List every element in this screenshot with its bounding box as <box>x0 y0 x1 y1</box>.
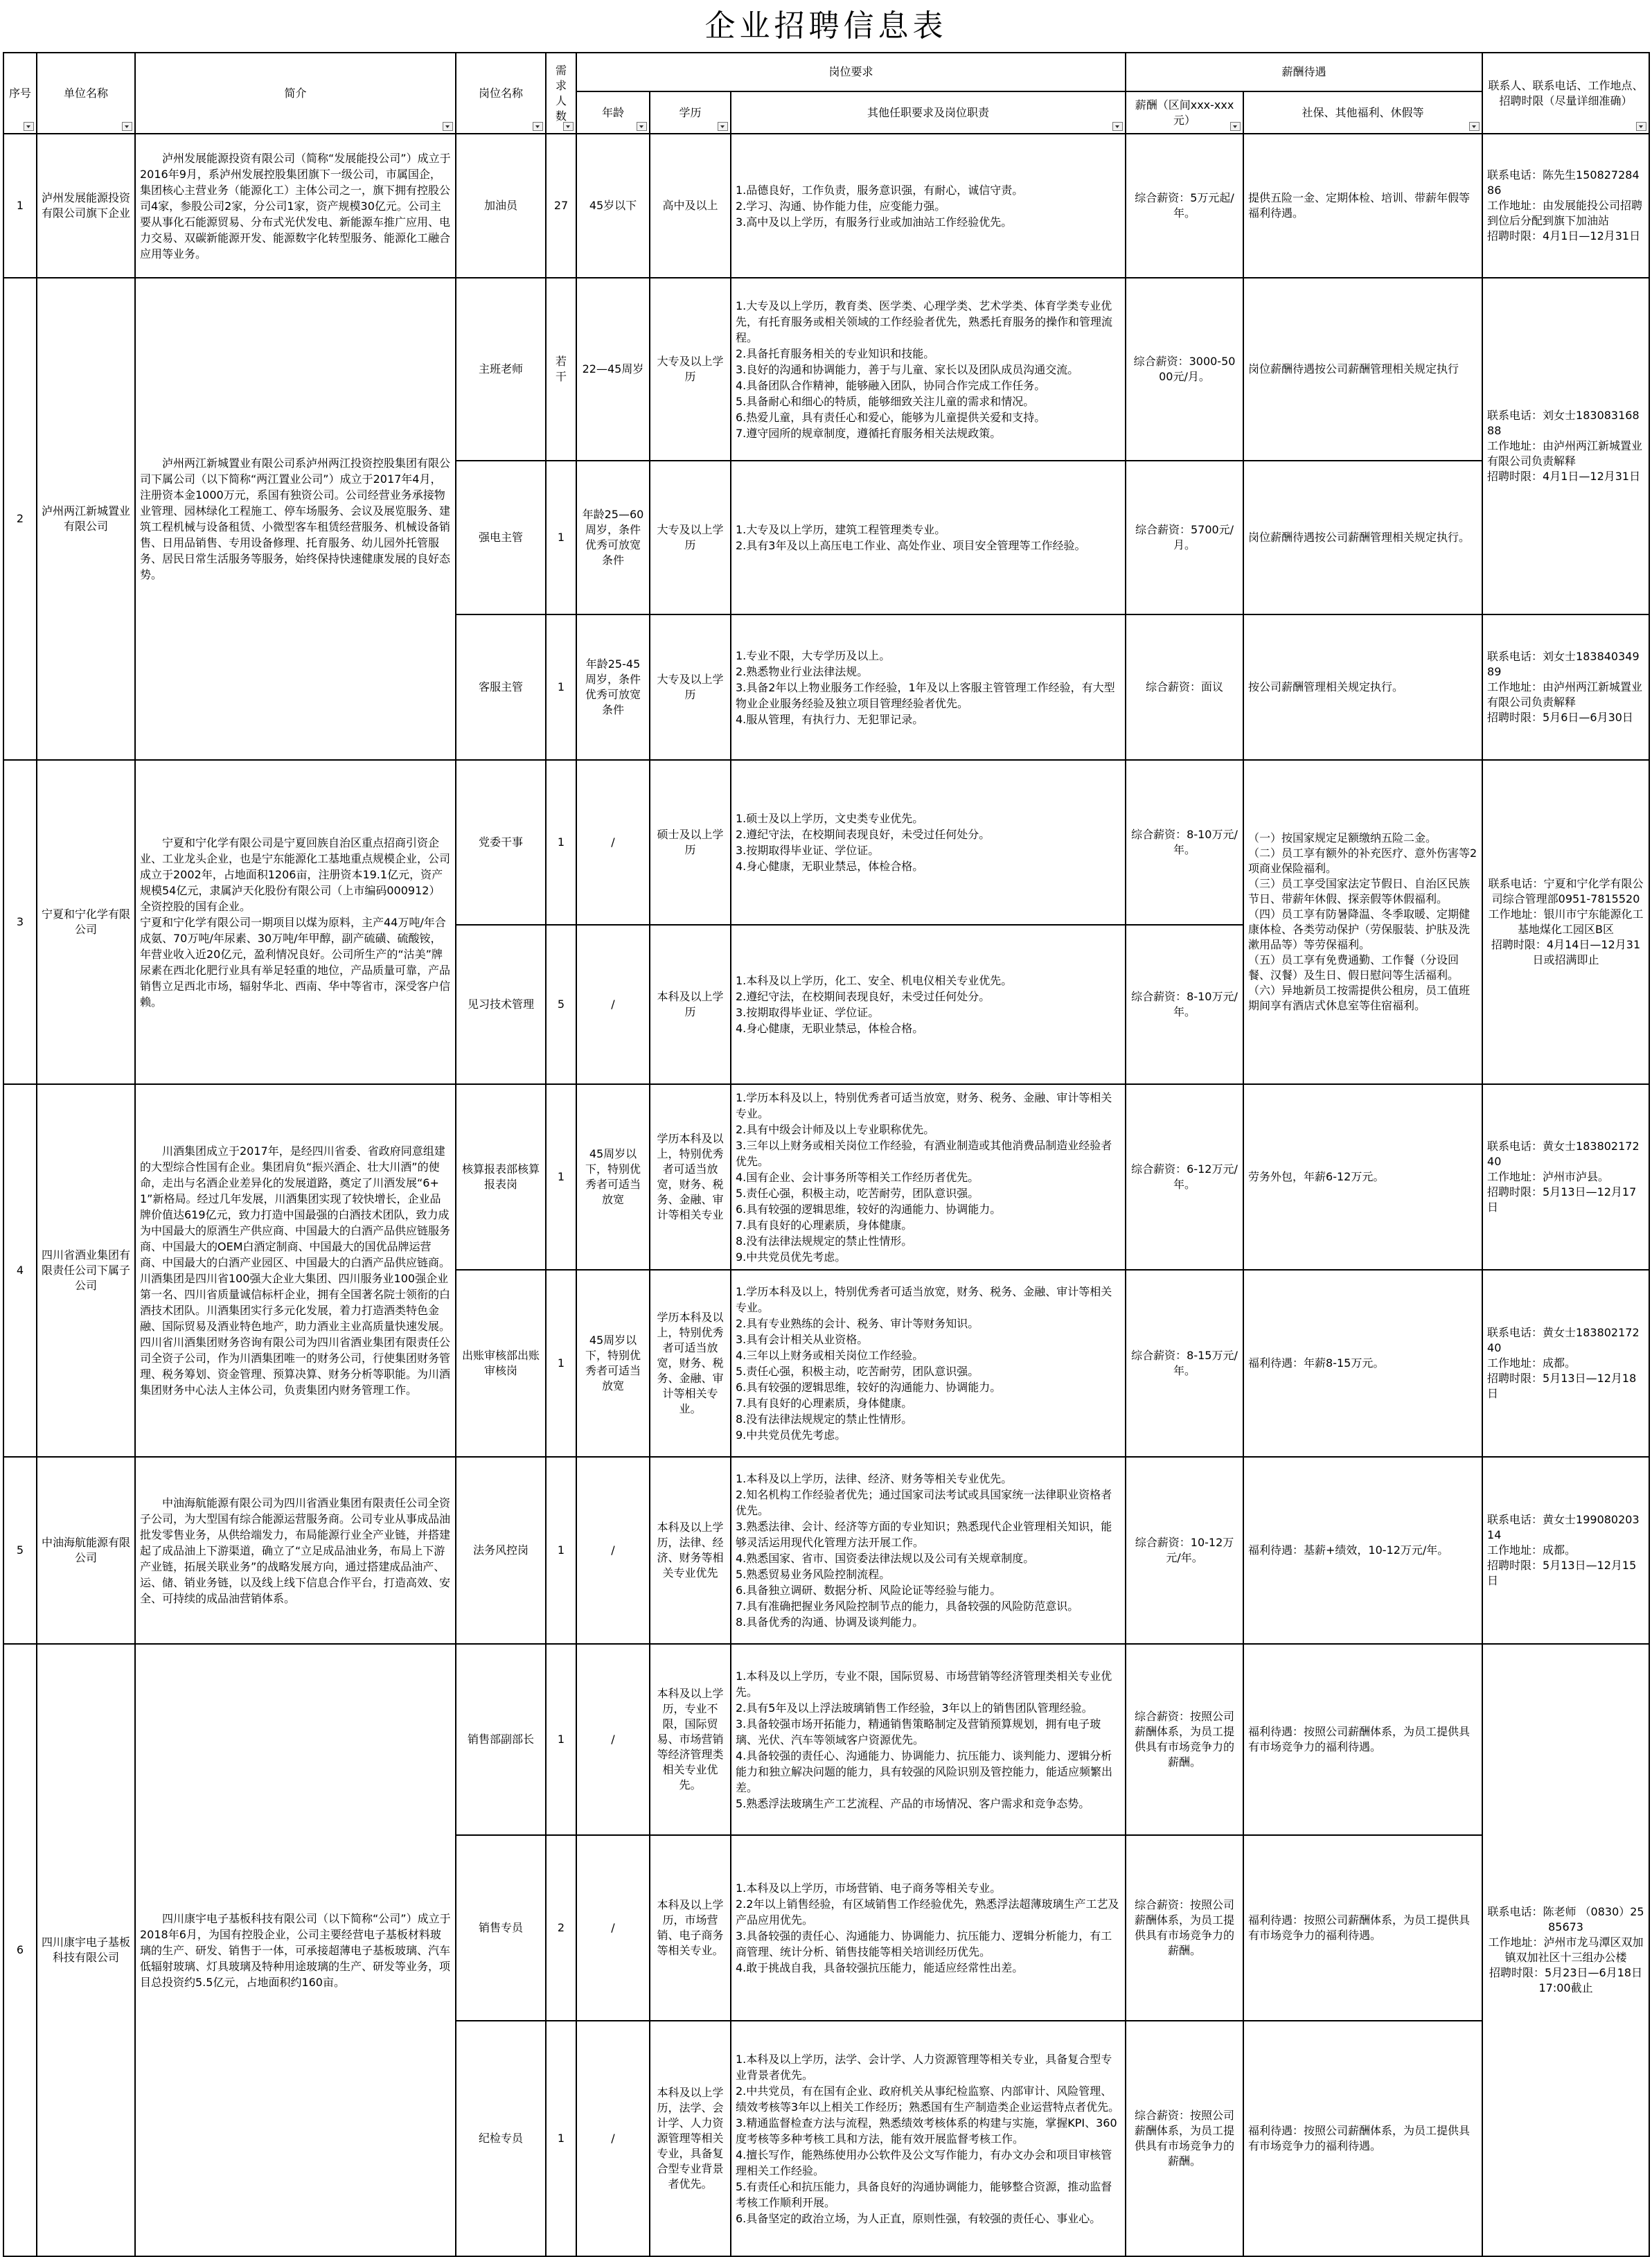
cell-headcount: 5 <box>546 925 576 1084</box>
requirement-line: 7.具有良好的心理素质，身体健康。 <box>736 1397 913 1410</box>
requirement-line: 5.责任心强，积极主动，吃苦耐劳，团队意识强。 <box>736 1365 979 1378</box>
table-row <box>3 1644 1649 1835</box>
requirement-line: 5.熟悉浮法玻璃生产工艺流程、产品的市场情况、客户需求和竞争态势。 <box>736 1796 1090 1810</box>
requirement-line: 7.具有准确把握业务风险控制节点的能力，具备较强的风险防范意识。 <box>736 1600 1079 1613</box>
filter-icon[interactable] <box>1112 122 1123 131</box>
cell-benefits: 岗位薪酬待遇按公司薪酬管理相关规定执行 <box>1243 278 1482 461</box>
cell-headcount: 1 <box>546 1457 576 1644</box>
filter-icon[interactable] <box>563 122 574 131</box>
requirement-line: 5.具备耐心和细心的特质，能够细致关注儿童的需求和情况。 <box>736 394 1035 408</box>
requirement-line: 3.高中及以上学历，有服务行业或加油站工作经验优先。 <box>736 215 1013 229</box>
cell-education: 本科及以上学历，市场营销、电子商务等相关专业。 <box>650 1835 731 2021</box>
cell-intro: 中油海航能源有限公司为四川省酒业集团有限责任公司全资子公司，为大型国有综合能源运营服务商。公司专业从事成品油批发零售业务，从供给端发力，布局能源行业全产业链，并搭建起了成品油上下游渠道，确立了“立足成品油业务，布局上下游产业链，拓展关联业务”的战略发展方向，通过搭建成品油产、运、储、销业务链，以及线上线下信息合作平台，打造高效、安全、可持续的成品油营销体系。 <box>135 1457 456 1644</box>
cell-age: / <box>576 925 650 1084</box>
requirement-line: 1.品德良好，工作负责，服务意识强，有耐心，诚信守责。 <box>736 183 1024 197</box>
cell-education: 学历本科及以上，特别优秀者可适当放宽，财务、税务、金融、审计等相关专业。 <box>650 1270 731 1457</box>
cell-benefits: （一）按国家规定足额缴纳五险二金。 （二）员工享有额外的补充医疗、意外伤害等2项商业保险福利。 （三）员工享受国家法定节假日、自治区民族节日、带薪年休假、探亲假等休假福利。 （四）员工享有防暑降温、冬季取暖、定期健康体检、各类劳动保护（劳保服装、护肤及洗漱用品等）等劳保福利。 （五）员工享有免费通勤、工作餐（分设回餐、汉餐）及生日、假日慰问等生活福利。 （六）异地新员工按需提供公租房，员工值班期间享有酒店式休息室等住宿福利。 <box>1243 760 1482 1084</box>
cell-seq: 1 <box>3 134 37 278</box>
cell-salary: 综合薪资：按照公司薪酬体系，为员工提供具有市场竞争力的薪酬。 <box>1126 1644 1243 1835</box>
table-row <box>3 1457 1649 1644</box>
header-intro[interactable]: 简介 <box>135 53 456 134</box>
cell-age: 年龄25-45周岁，条件优秀可放宽条件 <box>576 614 650 760</box>
requirement-line: 3.熟悉法律、会计、经济等方面的专业知识；熟悉现代企业管理相关知识，能够灵活运用现代化管理方法开展工作。 <box>736 1520 1112 1549</box>
requirement-line: 1.本科及以上学历，法律、经济、财务等相关专业优先。 <box>736 1472 1013 1485</box>
cell-age: / <box>576 1835 650 2021</box>
requirement-line: 3.具备2年以上物业服务工作经验，1年及以上客服主管管理工作经验，有大型物业企业服务经验及独立项目管理经验者优先。 <box>736 680 1115 710</box>
requirement-line: 1.本科及以上学历，专业不限，国际贸易、市场营销等经济管理类相关专业优先。 <box>736 1669 1112 1699</box>
cell-position: 纪检专员 <box>456 2021 546 2256</box>
cell-company: 宁夏和宁化学有限公司 <box>37 760 135 1084</box>
cell-headcount: 1 <box>546 1270 576 1457</box>
cell-intro: 泸州两江新城置业有限公司系泸州两江投资控股集团有限公司下属公司（以下简称“两江置业公司”）成立于2017年4月，注册资本金1000万元，系国有独资公司。公司经营业务承接物业管理、园林绿化工程施工、停车场服务、会议及展览服务、建筑工程机械与设备租赁、小微型客车租赁经营服务、机械设备销售、日用品销售、专用设备修理、托育服务、幼儿园外托管服务、居民日常生活服务等服务，始终保持快速健康发展的良好态势。 <box>135 278 456 760</box>
cell-company: 四川省酒业集团有限责任公司下属子公司 <box>37 1084 135 1457</box>
requirement-line: 1.学历本科及以上，特别优秀者可适当放宽，财务、税务、金融、审计等相关专业。 <box>736 1090 1112 1120</box>
table-row <box>3 134 1649 278</box>
cell-position: 客服主管 <box>456 614 546 760</box>
cell-salary: 综合薪资：3000-5000元/月。 <box>1126 278 1243 461</box>
table-body <box>3 134 1649 2256</box>
requirement-line: 1.大专及以上学历，建筑工程管理类专业。 <box>736 523 946 536</box>
cell-other <box>731 1270 1126 1457</box>
cell-salary: 综合薪资：5700元/月。 <box>1126 461 1243 614</box>
cell-position: 法务风控岗 <box>456 1457 546 1644</box>
cell-company: 中油海航能源有限公司 <box>37 1457 135 1644</box>
requirement-line: 6.热爱儿童，具有责任心和爱心，能够为儿童提供关爱和支持。 <box>736 410 1046 424</box>
cell-position: 见习技术管理 <box>456 925 546 1084</box>
cell-other <box>731 134 1126 278</box>
cell-headcount: 2 <box>546 1835 576 2021</box>
requirement-line: 2.具有专业熟练的会计、税务、审计等财务知识。 <box>736 1317 979 1330</box>
cell-seq: 6 <box>3 1644 37 2256</box>
cell-education: 硕士及以上学历 <box>650 760 731 925</box>
filter-icon[interactable] <box>24 122 34 131</box>
cell-other <box>731 2021 1126 2256</box>
cell-other <box>731 1644 1126 1835</box>
requirement-line: 3.精通监督检查方法与流程，熟悉绩效考核体系的构建与实施，掌握KPI、360度考核等多种考核工具和方法，能有效开展监督考核工作。 <box>736 2116 1117 2145</box>
recruitment-table <box>3 52 1650 2257</box>
cell-benefits: 劳务外包，年薪6-12万元。 <box>1243 1084 1482 1270</box>
requirement-line: 7.具有良好的心理素质，身体健康。 <box>736 1218 913 1232</box>
requirement-line: 6.具备坚定的政治立场，为人正直，原则性强，有较强的责任心、事业心。 <box>736 2211 1101 2225</box>
cell-contact: 联系电话：黄女士19908020314 工作地址：成都。 招聘时限：5月13日—12月15日 <box>1482 1457 1649 1644</box>
filter-icon[interactable] <box>637 122 647 131</box>
cell-headcount: 1 <box>546 614 576 760</box>
requirement-line: 6.具有较强的逻辑思维，较好的沟通能力、协调能力。 <box>736 1381 1002 1394</box>
requirement-line: 1.专业不限，大专学历及以上。 <box>736 648 891 662</box>
requirement-line: 4.敢于挑战自我，具备较强抗压能力，能适应经常性出差。 <box>736 1961 1024 1974</box>
cell-education: 大专及以上学历 <box>650 461 731 614</box>
cell-headcount: 1 <box>546 461 576 614</box>
cell-position: 出账审核部出账审核岗 <box>456 1270 546 1457</box>
cell-benefits: 福利待遇：按照公司薪酬体系，为员工提供具有市场竞争力的福利待遇。 <box>1243 2021 1482 2256</box>
cell-contact: 联系电话：刘女士18384034989 工作地址：由泸州两江新城置业有限公司负责解释 招聘时限：5月6日—6月30日 <box>1482 614 1649 760</box>
cell-company: 泸州发展能源投资有限公司旗下企业 <box>37 134 135 278</box>
cell-salary: 综合薪资：8-10万元/年。 <box>1126 760 1243 925</box>
cell-seq: 4 <box>3 1084 37 1457</box>
cell-company: 四川康宇电子基板科技有限公司 <box>37 1644 135 2256</box>
requirement-line: 1.本科及以上学历，市场营销、电子商务等相关专业。 <box>736 1882 1002 1895</box>
cell-salary: 综合薪资：8-10万元/年。 <box>1126 925 1243 1084</box>
cell-age: 45周岁以下，特别优秀者可适当放宽 <box>576 1270 650 1457</box>
requirement-line: 9.中共党员优先考虑。 <box>736 1428 846 1442</box>
cell-salary: 综合薪资：按照公司薪酬体系，为员工提供具有市场竞争力的薪酬。 <box>1126 1835 1243 2021</box>
filter-icon[interactable] <box>443 122 453 131</box>
cell-age: / <box>576 2021 650 2256</box>
cell-intro: 泸州发展能源投资有限公司（简称“发展能投公司”）成立于2016年9月，系泸州发展控股集团旗下一级公司，市属国企，集团核心主营业务（能源化工）主体公司之一，旗下拥有控股公司4家，参股公司2家，分公司1家，资产规模30亿元。公司主要从事化石能源贸易、分布式光伏发电、新能源车推广应用、电力交易、双碳新能源开发、能源数字化转型服务、能源化工融合应用等业务。 <box>135 134 456 278</box>
header-salary[interactable]: 薪酬（区间xxx-xxx元） <box>1126 91 1243 134</box>
cell-contact: 联系电话：陈老师 （0830）2585673 工作地址：泸州市龙马潭区双加镇双加社区十三组办公楼 招聘时限：5月23日—6月18日17:00截止 <box>1482 1644 1649 2256</box>
requirement-line: 6.具有较强的逻辑思维，较好的沟通能力、协调能力。 <box>736 1202 1002 1216</box>
filter-icon[interactable] <box>122 122 132 131</box>
cell-education: 本科及以上学历，专业不限，国际贸易、市场营销等经济管理类相关专业优先。 <box>650 1644 731 1835</box>
cell-age: 年龄25—60周岁，条件优秀可放宽条件 <box>576 461 650 614</box>
cell-benefits: 福利待遇：按照公司薪酬体系，为员工提供具有市场竞争力的福利待遇。 <box>1243 1835 1482 2021</box>
cell-age: / <box>576 760 650 925</box>
header-headcount[interactable]: 需求人数 <box>546 53 576 134</box>
header-salary-group: 薪酬待遇 <box>1126 53 1482 91</box>
requirement-line: 3.具备较强的责任心、沟通能力、协调能力、抗压能力、逻辑分析能力，有工商管理、统计分析、销售技能等相关培训经历优先。 <box>736 1929 1112 1958</box>
cell-position: 销售专员 <box>456 1835 546 2021</box>
requirement-line: 2.具有3年及以上高压电工作业、高处作业、项目安全管理等工作经验。 <box>736 539 1086 552</box>
requirement-line: 5.熟悉贸易业务风险控制流程。 <box>736 1568 891 1581</box>
cell-contact: 联系电话：刘女士18308316888 工作地址：由泸州两江新城置业有限公司负责解释 招聘时限：4月1日—12月31日 <box>1482 278 1649 614</box>
cell-seq: 2 <box>3 278 37 760</box>
cell-benefits: 提供五险一金、定期体检、培训、带薪年假等福利待遇。 <box>1243 134 1482 278</box>
filter-icon[interactable] <box>1230 122 1241 131</box>
cell-other <box>731 1457 1126 1644</box>
requirement-line: 9.中共党员优先考虑。 <box>736 1250 846 1264</box>
cell-intro: 宁夏和宁化学有限公司是宁夏回族自治区重点招商引资企业、工业龙头企业，也是宁东能源化工基地重点规模企业，公司成立于2002年，占地面积1206亩，注册资本19.1亿元，资产规模54亿元，隶属泸天化股份有限公司（上市编码000912）全资控股的国有企业。 宁夏和宁化学有限公司一期项目以煤为原料，主产44万吨/年合成氨、70万吨/年尿素、30万吨/年甲醇，副产硫磺、硫酸铵，年营业收入近20亿元，盈利情况良好。公司所生产的“沽美”牌尿素在西北化肥行业具有举足轻重的地位，产品质量可靠，产品销售立足西北市场，辐射华北、西南、华中等省市，深受客户信赖。 <box>135 760 456 1084</box>
cell-contact: 联系电话：黄女士18380217240 工作地址：泸州市泸县。 招聘时限：5月13日—12月17日 <box>1482 1084 1649 1270</box>
requirement-line: 1.本科及以上学历，法学、会计学、人力资源管理等相关专业，具备复合型专业背景者优先。 <box>736 2052 1112 2082</box>
requirement-line: 4.国有企业、会计事务所等相关工作经历者优先。 <box>736 1170 979 1184</box>
requirement-line: 2.中共党员，有在国有企业、政府机关从事纪检监察、内部审计、风险管理、绩效考核等3年以上相关工作经历；熟悉国有生产制造类企业运营特点者优先。 <box>736 2084 1120 2114</box>
requirement-line: 5.责任心强，积极主动，吃苦耐劳，团队意识强。 <box>736 1186 979 1200</box>
cell-salary: 综合薪资：6-12万元/年。 <box>1126 1084 1243 1270</box>
requirement-line: 1.本科及以上学历，化工、安全、机电仪相关专业优先。 <box>736 974 1013 987</box>
requirement-line: 3.三年以上财务或相关岗位工作经验，有酒业制造或其他消费品制造业经验者优先。 <box>736 1138 1112 1168</box>
requirement-line: 1.学历本科及以上，特别优秀者可适当放宽，财务、税务、金融、审计等相关专业。 <box>736 1285 1112 1314</box>
cell-position: 销售部副部长 <box>456 1644 546 1835</box>
requirement-line: 3.良好的沟通和协调能力，善于与儿童、家长以及团队成员沟通交流。 <box>736 362 1079 376</box>
requirement-line: 6.具备独立调研、数据分析、风险论证等经验与能力。 <box>736 1584 1002 1597</box>
requirement-line: 4.熟悉国家、省市、国资委法律法规以及公司有关规章制度。 <box>736 1552 1035 1565</box>
header-position[interactable]: 岗位名称 <box>456 53 546 134</box>
cell-seq: 5 <box>3 1457 37 1644</box>
requirement-line: 4.服从管理，有执行力、无犯罪记录。 <box>736 712 924 726</box>
cell-salary: 综合薪资：8-15万元/年。 <box>1126 1270 1243 1457</box>
cell-age: / <box>576 1644 650 1835</box>
cell-other <box>731 614 1126 760</box>
cell-education: 大专及以上学历 <box>650 278 731 461</box>
cell-position: 强电主管 <box>456 461 546 614</box>
requirement-line: 8.没有法律法规规定的禁止性情形。 <box>736 1234 913 1248</box>
filter-icon[interactable] <box>1636 122 1646 131</box>
cell-salary: 综合薪资：按照公司薪酬体系，为员工提供具有市场竞争力的薪酬。 <box>1126 2021 1243 2256</box>
cell-education: 学历本科及以上，特别优秀者可适当放宽，财务、税务、金融、审计等相关专业 <box>650 1084 731 1270</box>
requirement-line: 4.身心健康，无职业禁忌，体检合格。 <box>736 1022 924 1035</box>
requirement-line: 2.2年以上销售经验，有区域销售工作经验优先，熟悉浮法超薄玻璃生产工艺及产品应用优先。 <box>736 1897 1119 1927</box>
cell-position: 核算报表部核算报表岗 <box>456 1084 546 1270</box>
cell-headcount: 1 <box>546 760 576 925</box>
cell-position: 党委干事 <box>456 760 546 925</box>
cell-position: 加油员 <box>456 134 546 278</box>
table-row <box>3 1084 1649 1270</box>
header-education[interactable]: 学历 <box>650 91 731 134</box>
cell-benefits: 按公司薪酬管理相关规定执行。 <box>1243 614 1482 760</box>
cell-headcount: 1 <box>546 1084 576 1270</box>
cell-benefits: 岗位薪酬待遇按公司薪酬管理相关规定执行。 <box>1243 461 1482 614</box>
cell-headcount: 1 <box>546 1644 576 1835</box>
requirement-line: 8.没有法律法规规定的禁止性情形。 <box>736 1413 913 1426</box>
requirement-line: 2.遵纪守法，在校期间表现良好，未受过任何处分。 <box>736 828 991 841</box>
cell-headcount: 27 <box>546 134 576 278</box>
requirement-line: 1.硕士及以上学历，文史类专业优先。 <box>736 812 924 825</box>
cell-other <box>731 1835 1126 2021</box>
cell-contact: 联系电话：黄女士18380217240 工作地址：成都。 招聘时限：5月13日—12月18日 <box>1482 1270 1649 1457</box>
requirement-line: 3.具有会计相关从业资格。 <box>736 1333 869 1346</box>
requirement-line: 5.有责任心和抗压能力，具备良好的沟通协调能力，能够整合资源，推动监督考核工作顺利开展。 <box>736 2179 1112 2209</box>
cell-age: 45周岁以下，特别优秀者可适当放宽 <box>576 1084 650 1270</box>
cell-salary: 综合薪资：10-12万元/年。 <box>1126 1457 1243 1644</box>
requirement-line: 3.按期取得毕业证、学位证。 <box>736 844 880 857</box>
cell-benefits: 福利待遇：年薪8-15万元。 <box>1243 1270 1482 1457</box>
header-company[interactable]: 单位名称 <box>37 53 135 134</box>
cell-other <box>731 1084 1126 1270</box>
page-title: 企业招聘信息表 <box>704 8 948 44</box>
requirement-line: 3.按期取得毕业证、学位证。 <box>736 1006 880 1019</box>
requirement-line: 2.具有5年及以上浮法玻璃销售工作经验，3年以上的销售团队管理经验。 <box>736 1701 1093 1715</box>
requirement-line: 2.熟悉物业行业法律法规。 <box>736 664 869 678</box>
requirement-line: 3.具备较强市场开拓能力，精通销售策略制定及营销预算规划，拥有电子玻璃、光伏、汽车等领域客户资源优先。 <box>736 1717 1101 1746</box>
cell-contact: 联系电话：陈先生15082728486 工作地址：由发展能投公司招聘到位后分配到旗下加油站 招聘时限：4月1日—12月31日 <box>1482 134 1649 278</box>
header-other[interactable]: 其他任职要求及岗位职责 <box>731 91 1126 134</box>
table-row <box>3 760 1649 925</box>
cell-seq: 3 <box>3 760 37 1084</box>
requirement-line: 4.擅长写作，能熟练使用办公软件及公文写作能力，有办文办会和项目审核管理相关工作经验。 <box>736 2148 1112 2177</box>
cell-education: 高中及以上 <box>650 134 731 278</box>
cell-education: 本科及以上学历，法学、会计学、人力资源管理等相关专业，具备复合型专业背景者优先。 <box>650 2021 731 2256</box>
cell-age: 22—45周岁 <box>576 278 650 461</box>
requirement-line: 4.具备较强的责任心、沟通能力、协调能力、抗压能力、谈判能力、逻辑分析能力和独立解决问题的能力，具有较强的风险识别及管控能力，能适应频繁出差。 <box>736 1749 1113 1794</box>
header-benefits[interactable]: 社保、其他福利、休假等 <box>1243 91 1482 134</box>
cell-benefits: 福利待遇：按照公司薪酬体系，为员工提供具有市场竞争力的福利待遇。 <box>1243 1644 1482 1835</box>
cell-age: / <box>576 1457 650 1644</box>
cell-salary: 综合薪资：5万元起/年。 <box>1126 134 1243 278</box>
requirement-line: 2.学习、沟通、协作能力佳，应变能力强。 <box>736 199 946 213</box>
cell-education: 大专及以上学历 <box>650 614 731 760</box>
header-age[interactable]: 年龄 <box>576 91 650 134</box>
requirement-line: 4.身心健康，无职业禁忌，体检合格。 <box>736 860 924 873</box>
cell-other <box>731 760 1126 925</box>
header-contact[interactable]: 联系人、联系电话、工作地点、招聘时限（尽量详细准确） <box>1482 53 1649 134</box>
cell-education: 本科及以上学历 <box>650 925 731 1084</box>
cell-intro: 川酒集团成立于2017年，是经四川省委、省政府同意组建的大型综合性国有企业。集团肩负“振兴酒企、壮大川酒”的使命，走出与名酒企业差异化的发展道路，奠定了川酒发展“6+1”新格局。经过几年发展，川酒集团实现了较快增长，企业品牌价值达619亿元，致力打造中国最强的白酒技术团队，致力成为中国最大的原酒生产供应商、中国最大的白酒产品供应链服务商、中国最大的OEM白酒定制商、中国最大的国优品牌运营商、中国最大的白酒产业园区、中国最大的白酒产品供应链商。川酒集团是四川省100强大企业大集团、四川服务业100强企业第一名、四川省质量诚信标杆企业，拥有全国著名院士领衔的白酒技术团队。川酒集团实行多元化发展，着力打造酒类特色金融、国际贸易及酒业特色地产，助力酒业主业高质量快速发展。 四川省川酒集团财务咨询有限公司为四川省酒业集团有限责任公司全资子公司，作为川酒集团唯一的财务公司，行使集团财务管理、税务筹划、资金管理、预算决算、财务分析等职能。为川酒集团财务中心法人主体公司，负责集团内财务管理工作。 <box>135 1084 456 1457</box>
requirement-line: 2.具有中级会计师及以上专业职称优先。 <box>736 1122 935 1136</box>
requirement-line: 2.遵纪守法，在校期间表现良好，未受过任何处分。 <box>736 990 991 1003</box>
cell-benefits: 福利待遇：基薪+绩效，10-12万元/年。 <box>1243 1457 1482 1644</box>
cell-contact: 联系电话：宁夏和宁化学有限公司综合管理部0951-7815520 工作地址：银川市宁东能源化工基地煤化工园区B区 招聘时限：4月14日—12月31日或招满即止 <box>1482 760 1649 1084</box>
header-seq[interactable]: 序号 <box>3 53 37 134</box>
requirement-line: 4.三年以上财务或相关岗位工作经验。 <box>736 1349 924 1362</box>
requirement-line: 4.具备团队合作精神，能够融入团队，协同合作完成工作任务。 <box>736 378 1046 392</box>
requirement-line: 2.知名机构工作经验者优先；通过国家司法考试或具国家统一法律职业资格者优先。 <box>736 1488 1112 1517</box>
cell-salary: 综合薪资：面议 <box>1126 614 1243 760</box>
cell-age: 45岁以下 <box>576 134 650 278</box>
requirement-line: 8.具备优秀的沟通、协调及谈判能力。 <box>736 1616 924 1629</box>
cell-headcount: 1 <box>546 2021 576 2256</box>
header-requirements: 岗位要求 <box>576 53 1126 91</box>
cell-company: 泸州两江新城置业有限公司 <box>37 278 135 760</box>
cell-headcount: 若干 <box>546 278 576 461</box>
filter-icon[interactable] <box>1469 122 1480 131</box>
cell-other <box>731 278 1126 461</box>
cell-position: 主班老师 <box>456 278 546 461</box>
requirement-line: 1.大专及以上学历，教育类、医学类、心理学类、艺术学类、体育学类专业优先，有托育服务或相关领域的工作经验者优先，熟悉托育服务的操作和管理流程。 <box>736 299 1113 344</box>
filter-icon[interactable] <box>718 122 728 131</box>
filter-icon[interactable] <box>533 122 543 131</box>
requirement-line: 7.遵守园所的规章制度，遵循托育服务相关法规政策。 <box>736 426 1002 440</box>
table-row <box>3 278 1649 461</box>
cell-other <box>731 925 1126 1084</box>
cell-intro: 四川康宇电子基板科技有限公司（以下简称“公司”）成立于2018年6月，为国有控股企业，公司主要经营电子基板材料玻璃的生产、研发、销售于一体，可承接超薄电子基板玻璃、汽车低辐射玻璃、灯具玻璃及特种用途玻璃的生产、研发等业务，项目总投资约5.5亿元，占地面积约160亩。 <box>135 1644 456 2256</box>
cell-education: 本科及以上学历，法律、经济、财务等相关专业优先 <box>650 1457 731 1644</box>
cell-other <box>731 461 1126 614</box>
requirement-line: 2.具备托育服务相关的专业知识和技能。 <box>736 346 935 360</box>
